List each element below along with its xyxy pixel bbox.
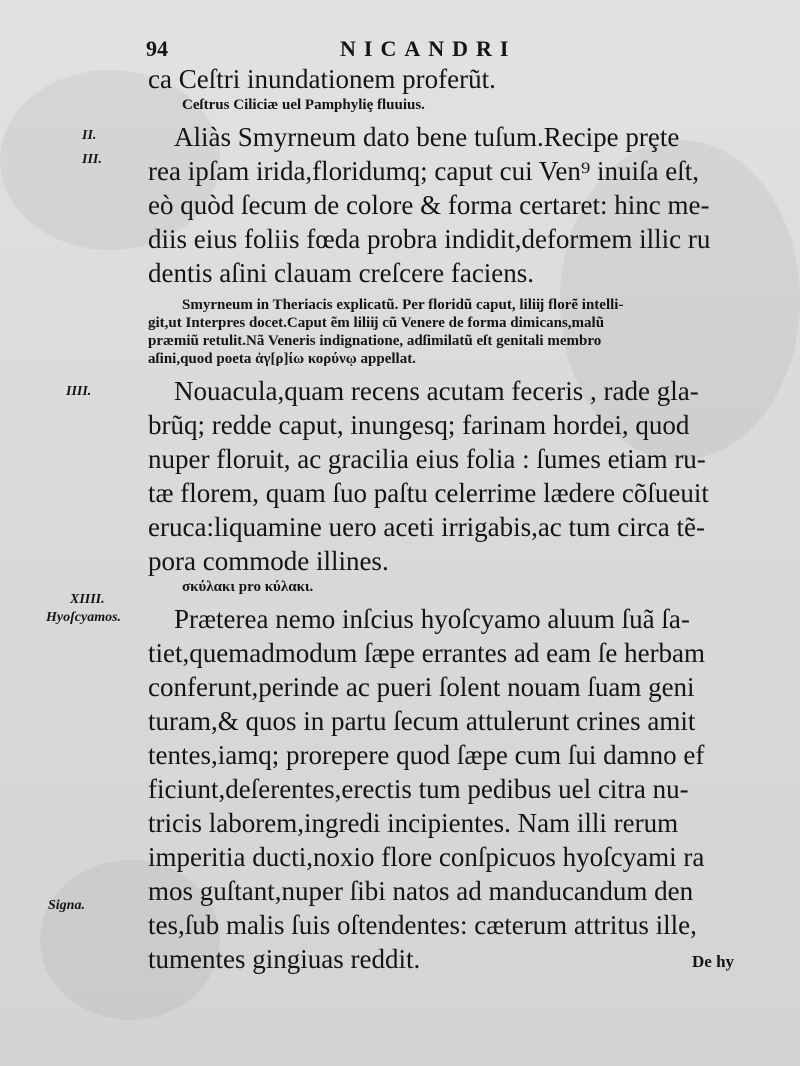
- text-line: ficiunt,deſerentes,erectis tum pedibus uel citra nu-: [148, 774, 689, 804]
- margin-note: Signa.: [48, 898, 85, 913]
- text-line: ca Ceſtri inundationem proferũt.: [148, 64, 496, 94]
- text-line: rea ipſam irida,floridumq; caput cui Ven⁹ inuiſa eſt,: [148, 156, 700, 186]
- margin-note: XIIII.: [70, 592, 105, 607]
- page-number: 94: [146, 36, 168, 61]
- text-line: eò quòd ſecum de colore & forma certaret: hinc me-: [148, 190, 710, 220]
- text-line: diis eius foliis fœda probra indidit,deformem illic ru: [148, 224, 711, 254]
- text-line: imperitia ducti,noxio flore conſpicuos hyoſcyami ra: [148, 842, 705, 872]
- margin-note: III.: [82, 152, 102, 167]
- text-line: pora commode illines.: [148, 546, 389, 576]
- text-line: Præterea nemo inſcius hyoſcyamo aluum ſuã ſa-: [174, 604, 690, 634]
- note-line: Smyrneum in Theriacis explicatũ. Per floridũ caput, liliĳ florẽ intelli-: [182, 297, 624, 313]
- note-line: Ceſtrus Ciliciæ uel Pamphyliȩ fluuius.: [182, 97, 425, 113]
- margin-note: IIII.: [66, 384, 92, 399]
- text-line: nuper floruit, ac gracilia eius folia : ſumes etiam ru-: [148, 444, 706, 474]
- text-line: tæ florem, quam ſuo paſtu celerrime lædere cõſueuit: [148, 478, 709, 508]
- text-line: brũq; redde caput, inungesq; farinam hordei, quod: [148, 410, 690, 440]
- note-line: aſini,quod poeta ἀγ[ρ]ίω κορύνῳ appellat.: [148, 351, 416, 367]
- catchword: De hy: [692, 952, 735, 971]
- text-line: conferunt,perinde ac pueri ſolent nouam ſuam geni: [148, 672, 695, 702]
- text-line: Aliàs Smyrneum dato bene tuſum.Recipe prȩte: [174, 122, 680, 152]
- text-line: turam,& quos in partu ſecum attulerunt crines amit: [148, 706, 696, 736]
- text-line: tiet,quemadmodum ſæpe errantes ad eam ſe herbam: [148, 638, 706, 668]
- text-line: tentes,iamq; prorepere quod ſæpe cum ſui damno ef: [148, 740, 705, 770]
- text-line: tricis laborem,ingredi incipientes. Nam illi rerum: [148, 808, 679, 838]
- text-line: Nouacula,quam recens acutam feceris , rade gla-: [174, 376, 699, 406]
- text-column: [148, 62, 760, 976]
- margin-note: Hyoſcyamos.: [46, 610, 122, 625]
- note-line: præmiũ retulit.Nã Veneris indignatione, adſimilatũ eſt genitali membro: [148, 333, 602, 349]
- text-line: mos guſtant,nuper ſibi natos ad manducandum den: [148, 876, 694, 906]
- note-line: git,ut Interpres docet.Caput ẽm liliĳ cũ Venere de forma dimicans,malũ: [148, 315, 605, 331]
- text-line: dentis aſini clauam creſcere faciens.: [148, 258, 535, 288]
- text-line: tes,ſub malis ſuis oſtendentes: cæterum attritus ille,: [148, 910, 697, 940]
- margin-note: II.: [82, 128, 97, 143]
- text-line: eruca:liquamine uero aceti irrigabis,ac tum circa tẽ-: [148, 512, 705, 542]
- text-line: tumentes gingiuas reddit.: [148, 944, 421, 974]
- note-line: σκύλακι pro κύλακι.: [182, 579, 314, 595]
- running-head: NICANDRI: [340, 36, 517, 61]
- page-header: [140, 34, 600, 64]
